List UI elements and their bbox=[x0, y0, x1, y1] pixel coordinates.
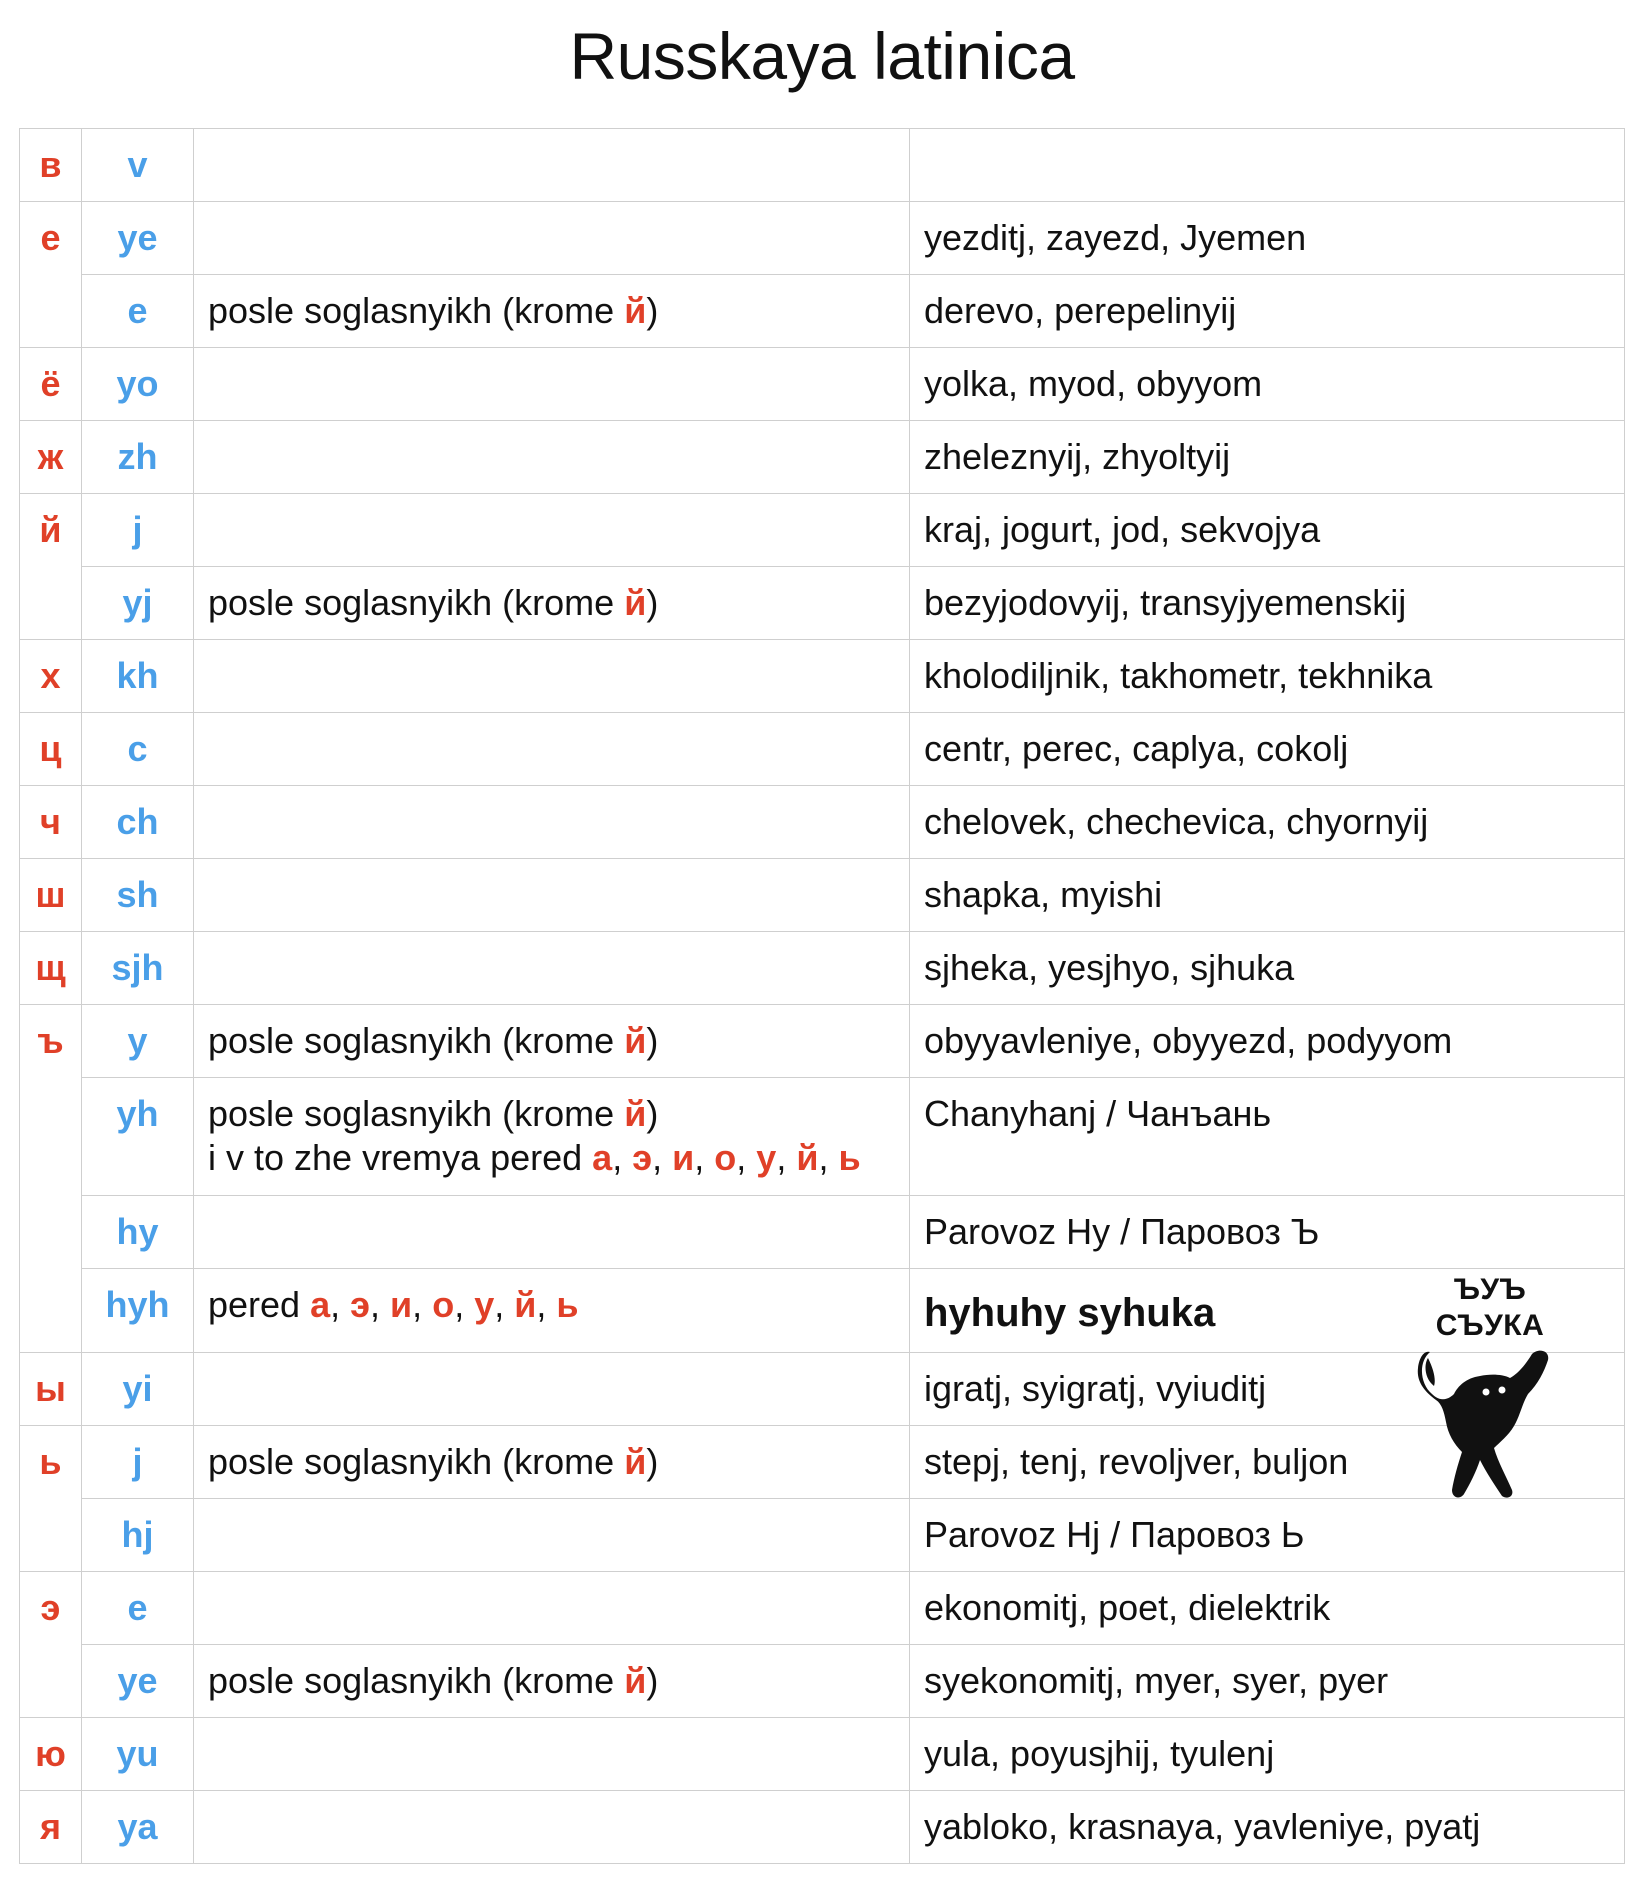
latin-letter: sjh bbox=[82, 932, 194, 1005]
highlighted-letter: ь bbox=[838, 1137, 861, 1178]
examples-cell: derevo, perepelinyij bbox=[910, 275, 1625, 348]
note-cell bbox=[194, 202, 910, 275]
note-cell bbox=[194, 348, 910, 421]
highlighted-letter: и bbox=[672, 1137, 695, 1178]
table-row bbox=[20, 1572, 1625, 1645]
note-text-line2: i v to zhe vremya pered а, э, и, о, у, й, ь bbox=[208, 1137, 861, 1178]
examples-cell: stepj, tenj, revoljver, buljon bbox=[910, 1426, 1625, 1499]
latin-letter: ya bbox=[82, 1791, 194, 1864]
highlighted-letter: й bbox=[624, 582, 647, 623]
note-text: posle soglasnyikh (krome й) bbox=[208, 1020, 659, 1061]
table-row bbox=[20, 1718, 1625, 1791]
note-text: posle soglasnyikh (krome й) bbox=[208, 290, 659, 331]
highlighted-letter: и bbox=[390, 1284, 413, 1325]
table-row bbox=[20, 932, 1625, 1005]
latin-letter: hj bbox=[82, 1499, 194, 1572]
page-title: Russkaya latinica bbox=[569, 19, 1075, 93]
table-row bbox=[20, 567, 1625, 640]
note-cell bbox=[194, 567, 910, 640]
latin-letter: c bbox=[82, 713, 194, 786]
table-row bbox=[20, 713, 1625, 786]
note-cell bbox=[194, 1572, 910, 1645]
examples-cell: chelovek, chechevica, chyornyij bbox=[910, 786, 1625, 859]
note-text: posle soglasnyikh (krome й) bbox=[208, 1093, 659, 1134]
cyrillic-letter: х bbox=[20, 640, 82, 713]
highlighted-letter: й bbox=[796, 1137, 819, 1178]
examples-cell: kraj, jogurt, jod, sekvojya bbox=[910, 494, 1625, 567]
table-row bbox=[20, 1645, 1625, 1718]
table-row bbox=[20, 1791, 1625, 1864]
table-row bbox=[20, 129, 1625, 202]
note-cell bbox=[194, 859, 910, 932]
latin-letter: yi bbox=[82, 1353, 194, 1426]
highlighted-letter: й bbox=[624, 1441, 647, 1482]
examples-cell: hyhuhy syhuka bbox=[910, 1269, 1625, 1353]
highlighted-letter: о bbox=[714, 1137, 737, 1178]
latin-letter: ye bbox=[82, 202, 194, 275]
latin-letter: yh bbox=[82, 1078, 194, 1196]
highlighted-letter: а bbox=[310, 1284, 331, 1325]
table-row bbox=[20, 1499, 1625, 1572]
highlighted-letter: о bbox=[432, 1284, 455, 1325]
examples-cell: sjheka, yesjhyo, sjhuka bbox=[910, 932, 1625, 1005]
table-row bbox=[20, 494, 1625, 567]
table-row bbox=[20, 275, 1625, 348]
table-row bbox=[20, 859, 1625, 932]
cyrillic-letter: ь bbox=[20, 1426, 82, 1572]
note-cell bbox=[194, 1269, 910, 1353]
creature-silhouette-icon bbox=[1410, 1344, 1570, 1504]
cyrillic-letter: ц bbox=[20, 713, 82, 786]
note-cell bbox=[194, 640, 910, 713]
meme-caption-line2: СЪУКА bbox=[1435, 1309, 1545, 1342]
note-cell bbox=[194, 932, 910, 1005]
highlighted-letter: у bbox=[474, 1284, 495, 1325]
examples-cell: yezditj, zayezd, Jyemen bbox=[910, 202, 1625, 275]
latin-letter: e bbox=[82, 275, 194, 348]
highlighted-letter: э bbox=[632, 1137, 653, 1178]
cyrillic-letter: щ bbox=[20, 932, 82, 1005]
examples-cell: zheleznyij, zhyoltyij bbox=[910, 421, 1625, 494]
table-row bbox=[20, 348, 1625, 421]
note-cell bbox=[194, 1718, 910, 1791]
cyrillic-letter: ш bbox=[20, 859, 82, 932]
latin-letter: ch bbox=[82, 786, 194, 859]
examples-cell: Chanyhanj / Чанъань bbox=[910, 1078, 1625, 1196]
examples-cell: centr, perec, caplya, cokolj bbox=[910, 713, 1625, 786]
note-cell bbox=[194, 275, 910, 348]
table-row bbox=[20, 421, 1625, 494]
note-text: posle soglasnyikh (krome й) bbox=[208, 1441, 659, 1482]
examples-cell: ekonomitj, poet, dielektrik bbox=[910, 1572, 1625, 1645]
table-row bbox=[20, 1078, 1625, 1196]
examples-cell: igratj, syigratj, vyiuditj bbox=[910, 1353, 1625, 1426]
note-cell bbox=[194, 1353, 910, 1426]
cyrillic-letter: э bbox=[20, 1572, 82, 1718]
note-cell bbox=[194, 713, 910, 786]
latin-letter: e bbox=[82, 1572, 194, 1645]
note-cell bbox=[194, 421, 910, 494]
cyrillic-letter: й bbox=[20, 494, 82, 640]
highlighted-letter: а bbox=[592, 1137, 613, 1178]
table-row bbox=[20, 1353, 1625, 1426]
examples-cell: kholodiljnik, takhometr, tekhnika bbox=[910, 640, 1625, 713]
highlighted-letter: й bbox=[624, 1660, 647, 1701]
table-row bbox=[20, 1196, 1625, 1269]
latin-letter: yo bbox=[82, 348, 194, 421]
table-row bbox=[20, 1426, 1625, 1499]
note-cell bbox=[194, 786, 910, 859]
latin-letter: j bbox=[82, 1426, 194, 1499]
table-row bbox=[20, 1269, 1625, 1353]
cyrillic-letter: е bbox=[20, 202, 82, 348]
cyrillic-letter: ж bbox=[20, 421, 82, 494]
table-row bbox=[20, 640, 1625, 713]
examples-cell: shapka, myishi bbox=[910, 859, 1625, 932]
highlighted-letter: й bbox=[624, 1020, 647, 1061]
cyrillic-letter: ч bbox=[20, 786, 82, 859]
note-cell bbox=[194, 1078, 910, 1196]
highlighted-letter: э bbox=[350, 1284, 371, 1325]
examples-cell: yula, poyusjhij, tyulenj bbox=[910, 1718, 1625, 1791]
latin-letter: y bbox=[82, 1005, 194, 1078]
examples-cell: bezyjodovyij, transyjyemenskij bbox=[910, 567, 1625, 640]
cyrillic-letter: ю bbox=[20, 1718, 82, 1791]
latin-letter: kh bbox=[82, 640, 194, 713]
cyrillic-letter: ы bbox=[20, 1353, 82, 1426]
note-cell bbox=[194, 1426, 910, 1499]
examples-cell: Parovoz Hj / Паровоз Ь bbox=[910, 1499, 1625, 1572]
latin-letter: ye bbox=[82, 1645, 194, 1718]
note-cell bbox=[194, 1499, 910, 1572]
meme-image bbox=[1410, 1272, 1570, 1504]
note-cell bbox=[194, 1005, 910, 1078]
examples-cell: syekonomitj, myer, syer, pyer bbox=[910, 1645, 1625, 1718]
cyrillic-letter: ъ bbox=[20, 1005, 82, 1353]
cyrillic-letter: ё bbox=[20, 348, 82, 421]
highlighted-letter: ь bbox=[556, 1284, 579, 1325]
examples-cell: obyyavleniye, obyyezd, podyyom bbox=[910, 1005, 1625, 1078]
table-row bbox=[20, 202, 1625, 275]
highlighted-letter: й bbox=[514, 1284, 537, 1325]
latin-letter: v bbox=[82, 129, 194, 202]
examples-cell: Parovoz Hy / Паровоз Ъ bbox=[910, 1196, 1625, 1269]
highlighted-letter: й bbox=[624, 1093, 647, 1134]
note-cell bbox=[194, 1791, 910, 1864]
note-text: pered а, э, и, о, у, й, ь bbox=[208, 1284, 579, 1325]
highlighted-letter: й bbox=[624, 290, 647, 331]
latin-letter: yu bbox=[82, 1718, 194, 1791]
table-row bbox=[20, 786, 1625, 859]
examples-cell: yabloko, krasnaya, yavleniye, pyatj bbox=[910, 1791, 1625, 1864]
latin-letter: hyh bbox=[82, 1269, 194, 1353]
cyrillic-letter: в bbox=[20, 129, 82, 202]
note-text: posle soglasnyikh (krome й) bbox=[208, 1660, 659, 1701]
transliteration-table bbox=[19, 128, 1625, 1864]
note-cell bbox=[194, 129, 910, 202]
latin-letter: sh bbox=[82, 859, 194, 932]
meme-caption-line1: ЪУЪ bbox=[1453, 1273, 1527, 1306]
note-cell bbox=[194, 1645, 910, 1718]
latin-letter: yj bbox=[82, 567, 194, 640]
examples-cell: yolka, myod, obyyom bbox=[910, 348, 1625, 421]
latin-letter: zh bbox=[82, 421, 194, 494]
table-row bbox=[20, 1005, 1625, 1078]
note-text: posle soglasnyikh (krome й) bbox=[208, 582, 659, 623]
latin-letter: hy bbox=[82, 1196, 194, 1269]
highlighted-letter: у bbox=[756, 1137, 777, 1178]
examples-cell bbox=[910, 129, 1625, 202]
note-cell bbox=[194, 494, 910, 567]
cyrillic-letter: я bbox=[20, 1791, 82, 1864]
latin-letter: j bbox=[82, 494, 194, 567]
note-cell bbox=[194, 1196, 910, 1269]
